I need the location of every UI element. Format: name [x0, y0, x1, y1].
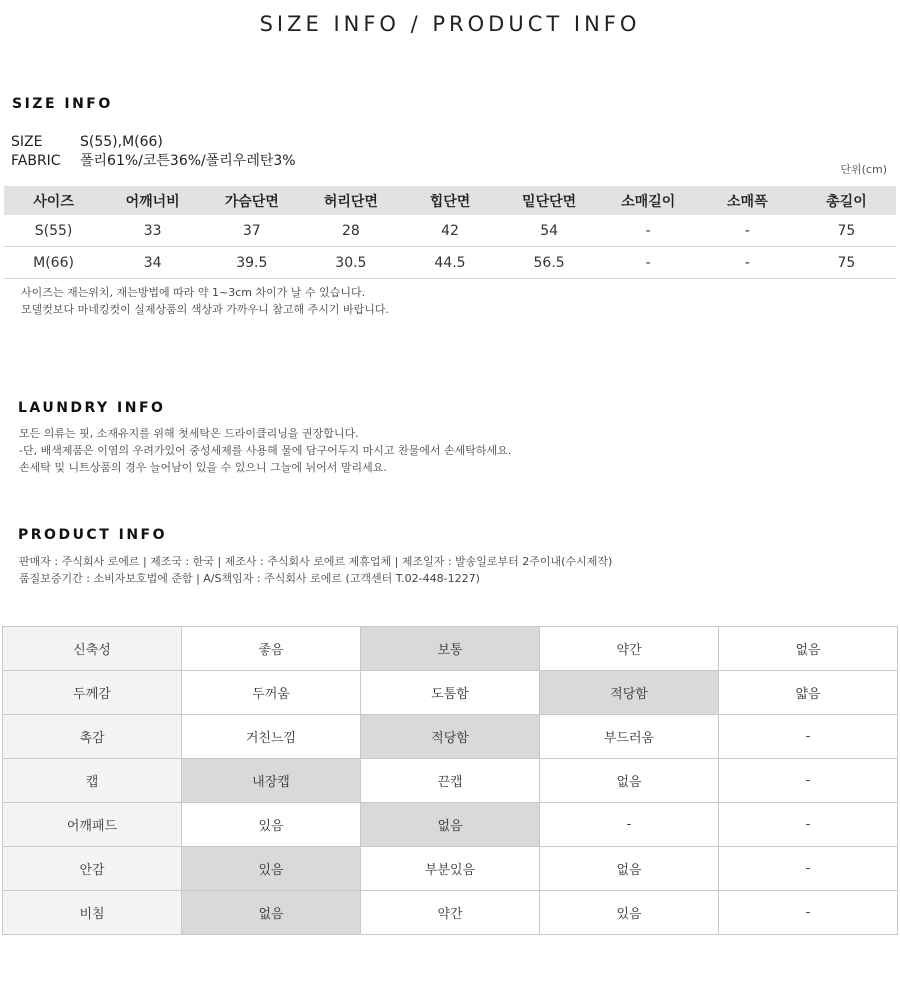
feature-option: 없음 [540, 759, 719, 803]
unit-label: 단위(cm) [840, 163, 887, 176]
size-note-line: 모델컷보다 마네킹컷이 실제상품의 색상과 가까우니 참고해 주시기 바랍니다. [21, 303, 390, 316]
feature-table [2, 626, 898, 935]
feature-option: 끈캡 [361, 759, 540, 803]
size-notes [21, 284, 389, 318]
feature-option: - [719, 847, 898, 891]
feature-row [3, 891, 898, 935]
size-note-line: 사이즈는 재는위치, 재는방법에 따라 약 1~3cm 차이가 날 수 있습니다. [21, 286, 366, 299]
table-cell: 75 [797, 247, 896, 279]
feature-option: 있음 [182, 803, 361, 847]
table-cell: 34 [103, 247, 202, 279]
feature-option: 약간 [361, 891, 540, 935]
size-info-heading: SIZE INFO [12, 96, 113, 112]
col-header-sleeve-width: 소매폭 [698, 186, 797, 215]
fabric-key: FABRIC [11, 153, 61, 169]
table-cell: 42 [400, 215, 499, 247]
feature-option-selected: 적당함 [361, 715, 540, 759]
col-header-waist: 허리단면 [301, 186, 400, 215]
feature-option-selected: 적당함 [540, 671, 719, 715]
table-cell: 75 [797, 215, 896, 247]
laundry-info-heading: LAUNDRY INFO [18, 400, 166, 416]
size-table [4, 186, 896, 279]
feature-row [3, 671, 898, 715]
feature-label: 비침 [3, 891, 182, 935]
feature-option: 얇음 [719, 671, 898, 715]
feature-label: 촉감 [3, 715, 182, 759]
table-cell: - [599, 247, 698, 279]
feature-option: 도톰함 [361, 671, 540, 715]
table-cell: 56.5 [500, 247, 599, 279]
feature-label: 두께감 [3, 671, 182, 715]
table-cell: M(66) [4, 247, 103, 279]
col-header-hem: 밑단단면 [500, 186, 599, 215]
feature-label: 안감 [3, 847, 182, 891]
size-key: SIZE [11, 134, 43, 150]
feature-row [3, 627, 898, 671]
table-row [4, 247, 896, 279]
feature-option-selected: 보통 [361, 627, 540, 671]
table-cell: S(55) [4, 215, 103, 247]
feature-row [3, 759, 898, 803]
feature-option-selected: 내장캡 [182, 759, 361, 803]
col-header-hip: 힙단면 [400, 186, 499, 215]
feature-option: 거친느낌 [182, 715, 361, 759]
laundry-line: 손세탁 및 니트상품의 경우 늘어남이 있을 수 있으니 그늘에 뉘어서 말리세요. [19, 461, 387, 474]
feature-option: - [719, 759, 898, 803]
table-cell: 39.5 [202, 247, 301, 279]
feature-option: - [719, 891, 898, 935]
feature-option-selected: 없음 [182, 891, 361, 935]
col-header-sleeve-length: 소매길이 [599, 186, 698, 215]
feature-option: 없음 [540, 847, 719, 891]
feature-label: 어깨패드 [3, 803, 182, 847]
feature-option: 없음 [719, 627, 898, 671]
feature-option: - [540, 803, 719, 847]
product-line: 판매자 : 주식회사 로에르 | 제조국 : 한국 | 제조사 : 주식회사 로에르 제휴업체 | 제조일자 : 발송일로부터 2주이내(수시제작) [19, 555, 613, 568]
laundry-line: -단, 배색제품은 이염의 우려가있어 중성세제를 사용해 물에 담구어두지 마시고 찬물에서 손세탁하세요. [19, 444, 512, 457]
feature-row [3, 803, 898, 847]
size-spec-row [11, 134, 163, 150]
feature-option: 부분있음 [361, 847, 540, 891]
col-header-shoulder: 어깨너비 [103, 186, 202, 215]
size-table-header-row [4, 186, 896, 215]
table-cell: 44.5 [400, 247, 499, 279]
feature-option: 두꺼움 [182, 671, 361, 715]
table-cell: - [698, 247, 797, 279]
table-cell: 54 [500, 215, 599, 247]
feature-row [3, 847, 898, 891]
table-cell: 33 [103, 215, 202, 247]
fabric-value: 폴리61%/코튼36%/폴리우레탄3% [80, 153, 296, 169]
table-row [4, 215, 896, 247]
feature-option: - [719, 803, 898, 847]
feature-option: 좋음 [182, 627, 361, 671]
feature-option-selected: 있음 [182, 847, 361, 891]
size-value: S(55),M(66) [80, 134, 163, 150]
col-header-chest: 가슴단면 [202, 186, 301, 215]
feature-option: 있음 [540, 891, 719, 935]
page-title: SIZE INFO / PRODUCT INFO [259, 12, 641, 36]
table-cell: 30.5 [301, 247, 400, 279]
feature-label: 신축성 [3, 627, 182, 671]
table-cell: 37 [202, 215, 301, 247]
fabric-spec-row [11, 150, 296, 170]
feature-label: 캡 [3, 759, 182, 803]
feature-option: 약간 [540, 627, 719, 671]
table-cell: 28 [301, 215, 400, 247]
feature-row [3, 715, 898, 759]
feature-option: 부드러움 [540, 715, 719, 759]
col-header-size: 사이즈 [4, 186, 103, 215]
table-cell: - [698, 215, 797, 247]
laundry-notes [19, 425, 511, 476]
product-notes [19, 553, 612, 587]
table-cell: - [599, 215, 698, 247]
feature-option: - [719, 715, 898, 759]
col-header-total-length: 총길이 [797, 186, 896, 215]
product-info-heading: PRODUCT INFO [18, 527, 168, 543]
product-line: 품질보증기간 : 소비자보호법에 준함 | A/S책임자 : 주식회사 로에르 (고객센터 T.02-448-1227) [19, 572, 480, 585]
feature-option-selected: 없음 [361, 803, 540, 847]
laundry-line: 모든 의류는 핏, 소재유지를 위해 첫세탁은 드라이클리닝을 권장합니다. [19, 427, 359, 440]
